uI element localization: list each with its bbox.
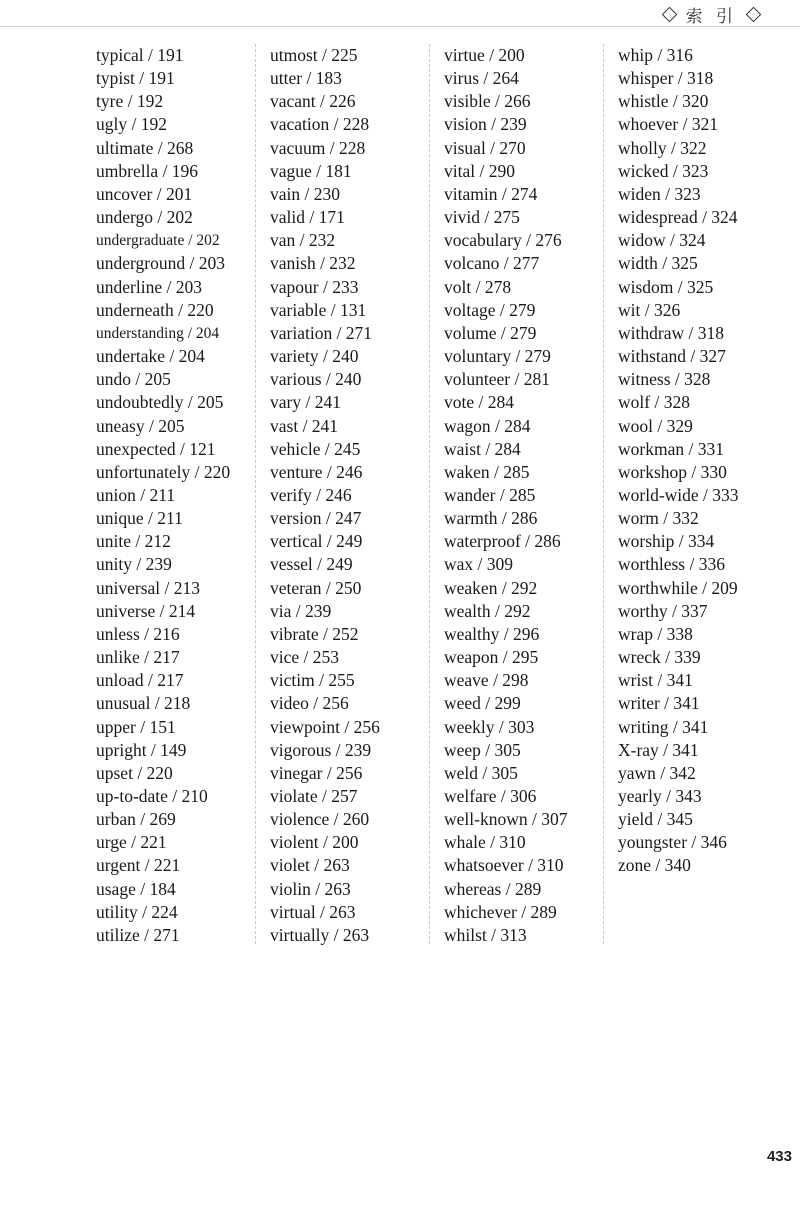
index-entry: writer / 341 <box>618 693 700 714</box>
index-entry: vision / 239 <box>444 114 527 135</box>
index-entry: undertake / 204 <box>96 346 205 367</box>
column-divider <box>255 44 256 944</box>
index-entry: unless / 216 <box>96 623 180 644</box>
index-entry: wealthy / 296 <box>444 623 540 644</box>
index-entry: unfortunately / 220 <box>96 461 231 482</box>
index-entry: vertical / 249 <box>270 531 363 552</box>
index-entry: wander / 285 <box>444 484 536 505</box>
index-entry: voluntary / 279 <box>444 346 551 367</box>
index-entry: writing / 341 <box>618 716 709 737</box>
index-entry: urgent / 221 <box>96 855 181 876</box>
index-entry: whoever / 321 <box>618 114 719 135</box>
index-entry: warmth / 286 <box>444 508 538 529</box>
index-entry: unexpected / 121 <box>96 438 216 459</box>
index-entry: ugly / 192 <box>96 114 167 135</box>
index-entry: vessel / 249 <box>270 554 353 575</box>
index-entry: wreck / 339 <box>618 647 701 668</box>
index-entry: yawn / 342 <box>618 762 696 783</box>
index-entry: weave / 298 <box>444 670 529 691</box>
index-entry: vague / 181 <box>270 160 352 181</box>
index-entry: volcano / 277 <box>444 253 540 274</box>
index-entry: vanish / 232 <box>270 253 356 274</box>
index-entry: wicked / 323 <box>618 160 709 181</box>
index-entry: uneasy / 205 <box>96 415 185 436</box>
index-entry: worship / 334 <box>618 531 715 552</box>
index-entry: wisdom / 325 <box>618 276 714 297</box>
index-entry: violet / 263 <box>270 855 350 876</box>
index-entry: width / 325 <box>618 253 698 274</box>
index-entry: zone / 340 <box>618 855 691 876</box>
index-entry: wealth / 292 <box>444 600 531 621</box>
index-entry: uncover / 201 <box>96 183 193 204</box>
index-entry: wool / 329 <box>618 415 693 436</box>
index-entry: universe / 214 <box>96 600 196 621</box>
index-entry: vacation / 228 <box>270 114 370 135</box>
index-entry: welfare / 306 <box>444 786 537 806</box>
index-entry: underline / 203 <box>96 276 202 297</box>
index-entry: worthwhile / 209 <box>618 577 738 598</box>
index-entry: witness / 328 <box>618 369 711 390</box>
index-column-4 <box>618 44 788 878</box>
index-entry: universal / 213 <box>96 577 201 598</box>
index-entry: whichever / 289 <box>444 901 557 922</box>
index-entry: visual / 270 <box>444 137 526 158</box>
index-entry: unusual / 218 <box>96 693 191 714</box>
index-entry: tyre / 192 <box>96 91 164 112</box>
index-entry: verify / 246 <box>270 484 352 505</box>
index-entry: violin / 263 <box>270 878 351 899</box>
index-entry: vast / 241 <box>270 415 339 436</box>
index-entry: yearly / 343 <box>618 786 702 806</box>
index-entry: withdraw / 318 <box>618 322 724 343</box>
index-entry: wagon / 284 <box>444 415 531 436</box>
index-entry: ultimate / 268 <box>96 137 194 158</box>
index-entry: whatsoever / 310 <box>444 855 564 876</box>
index-entry: X-ray / 341 <box>618 739 699 760</box>
index-entry: vehicle / 245 <box>270 438 361 459</box>
index-entry: weekly / 303 <box>444 716 535 737</box>
index-entry: voltage / 279 <box>444 299 536 320</box>
index-entry: vocabulary / 276 <box>444 230 562 251</box>
index-entry: typical / 191 <box>96 45 184 65</box>
index-entry: vital / 290 <box>444 160 515 181</box>
index-entry: undoubtedly / 205 <box>96 392 224 413</box>
index-entry: weapon / 295 <box>444 647 539 668</box>
index-entry: underneath / 220 <box>96 299 214 320</box>
index-entry: up-to-date / 210 <box>96 786 208 806</box>
index-entry: volt / 278 <box>444 276 512 297</box>
index-entry: urban / 269 <box>96 809 176 830</box>
index-entry: various / 240 <box>270 369 362 390</box>
index-entry: vice / 253 <box>270 647 340 668</box>
index-entry: volume / 279 <box>444 322 537 343</box>
index-entry: waist / 284 <box>444 438 521 459</box>
index-entry: whilst / 313 <box>444 924 527 945</box>
index-entry: waken / 285 <box>444 461 530 482</box>
index-entry: whale / 310 <box>444 832 526 853</box>
index-entry: workshop / 330 <box>618 461 727 482</box>
index-entry: vivid / 275 <box>444 207 520 228</box>
index-entry: vary / 241 <box>270 392 341 413</box>
index-entry: worm / 332 <box>618 508 699 529</box>
diamond-right-icon <box>746 6 762 22</box>
index-entry: withstand / 327 <box>618 346 726 367</box>
index-entry: underground / 203 <box>96 253 225 274</box>
index-entry: weep / 305 <box>444 739 521 760</box>
index-entry: widen / 323 <box>618 183 701 204</box>
index-entry: vitamin / 274 <box>444 183 538 204</box>
index-entry: utter / 183 <box>270 68 342 89</box>
index-entry: visible / 266 <box>444 91 531 112</box>
index-entry: widow / 324 <box>618 230 706 251</box>
index-entry: union / 211 <box>96 484 176 505</box>
index-entry: wrap / 338 <box>618 623 693 644</box>
index-entry: worthless / 336 <box>618 554 725 575</box>
index-entry: utility / 224 <box>96 901 178 922</box>
column-divider <box>429 44 430 944</box>
index-entry: waterproof / 286 <box>444 531 561 552</box>
index-entry: volunteer / 281 <box>444 369 550 390</box>
index-entry: wit / 326 <box>618 299 681 320</box>
index-entry: virtual / 263 <box>270 901 356 922</box>
index-entry: workman / 331 <box>618 438 724 459</box>
index-entry: venture / 246 <box>270 461 363 482</box>
index-entry: understanding / 204 <box>96 324 220 342</box>
index-entry: violate / 257 <box>270 786 358 806</box>
index-entry: upright / 149 <box>96 739 187 760</box>
index-entry: victim / 255 <box>270 670 355 691</box>
index-entry: viewpoint / 256 <box>270 716 380 737</box>
index-entry: virtually / 263 <box>270 924 370 945</box>
index-entry: vain / 230 <box>270 183 340 204</box>
index-entry: via / 239 <box>270 600 332 621</box>
index-entry: wolf / 328 <box>618 392 690 413</box>
index-entry: virus / 264 <box>444 68 519 89</box>
index-entry: violence / 260 <box>270 809 370 830</box>
index-entry: wax / 309 <box>444 554 514 575</box>
index-entry: vibrate / 252 <box>270 623 359 644</box>
index-entry: variation / 271 <box>270 322 373 343</box>
index-column-1 <box>96 44 266 947</box>
index-entry: vinegar / 256 <box>270 762 363 783</box>
index-entry: utilize / 271 <box>96 924 180 945</box>
index-entry: weld / 305 <box>444 762 518 783</box>
index-entry: whereas / 289 <box>444 878 542 899</box>
index-entry: vote / 284 <box>444 392 514 413</box>
index-entry: upper / 151 <box>96 716 176 737</box>
index-entry: weed / 299 <box>444 693 521 714</box>
index-entry: unite / 212 <box>96 531 171 552</box>
index-entry: video / 256 <box>270 693 349 714</box>
index-entry: virtue / 200 <box>444 45 525 65</box>
index-entry: vacuum / 228 <box>270 137 366 158</box>
index-column-2 <box>270 44 440 947</box>
index-entry: veteran / 250 <box>270 577 362 598</box>
index-entry: unload / 217 <box>96 670 184 691</box>
index-entry: yield / 345 <box>618 809 693 830</box>
index-entry: urge / 221 <box>96 832 167 853</box>
index-entry: unity / 239 <box>96 554 172 575</box>
index-entry: vigorous / 239 <box>270 739 372 760</box>
index-entry: whip / 316 <box>618 45 693 65</box>
index-entry: widespread / 324 <box>618 207 738 228</box>
running-header <box>659 2 764 26</box>
header-rule <box>0 26 800 27</box>
index-entry: unique / 211 <box>96 508 183 529</box>
header-title: 索 引 <box>685 6 737 27</box>
index-entry: valid / 171 <box>270 207 345 228</box>
index-entry: upset / 220 <box>96 762 173 783</box>
page-number: 433 <box>766 1148 792 1165</box>
index-entry: whistle / 320 <box>618 91 709 112</box>
index-entry: youngster / 346 <box>618 832 727 853</box>
index-entry: unlike / 217 <box>96 647 180 668</box>
index-entry: undergo / 202 <box>96 207 193 228</box>
column-divider <box>603 44 604 944</box>
index-entry: violent / 200 <box>270 832 359 853</box>
index-entry: whisper / 318 <box>618 68 714 89</box>
index-entry: vapour / 233 <box>270 276 359 297</box>
index-entry: wrist / 341 <box>618 670 693 691</box>
diamond-left-icon <box>661 6 677 22</box>
index-entry: weaken / 292 <box>444 577 538 598</box>
index-entry: utmost / 225 <box>270 45 358 65</box>
index-column-3 <box>444 44 614 947</box>
index-entry: vacant / 226 <box>270 91 356 112</box>
index-entry: van / 232 <box>270 230 336 251</box>
index-entry: variety / 240 <box>270 346 359 367</box>
index-entry: variable / 131 <box>270 299 367 320</box>
index-entry: well-known / 307 <box>444 809 568 830</box>
index-entry: worthy / 337 <box>618 600 708 621</box>
index-entry: typist / 191 <box>96 68 175 89</box>
index-entry: usage / 184 <box>96 878 176 899</box>
index-entry: wholly / 322 <box>618 137 707 158</box>
index-entry: umbrella / 196 <box>96 160 199 181</box>
index-entry: undo / 205 <box>96 369 171 390</box>
index-entry: world-wide / 333 <box>618 484 739 505</box>
index-entry: version / 247 <box>270 508 362 529</box>
index-entry: undergraduate / 202 <box>96 232 220 250</box>
